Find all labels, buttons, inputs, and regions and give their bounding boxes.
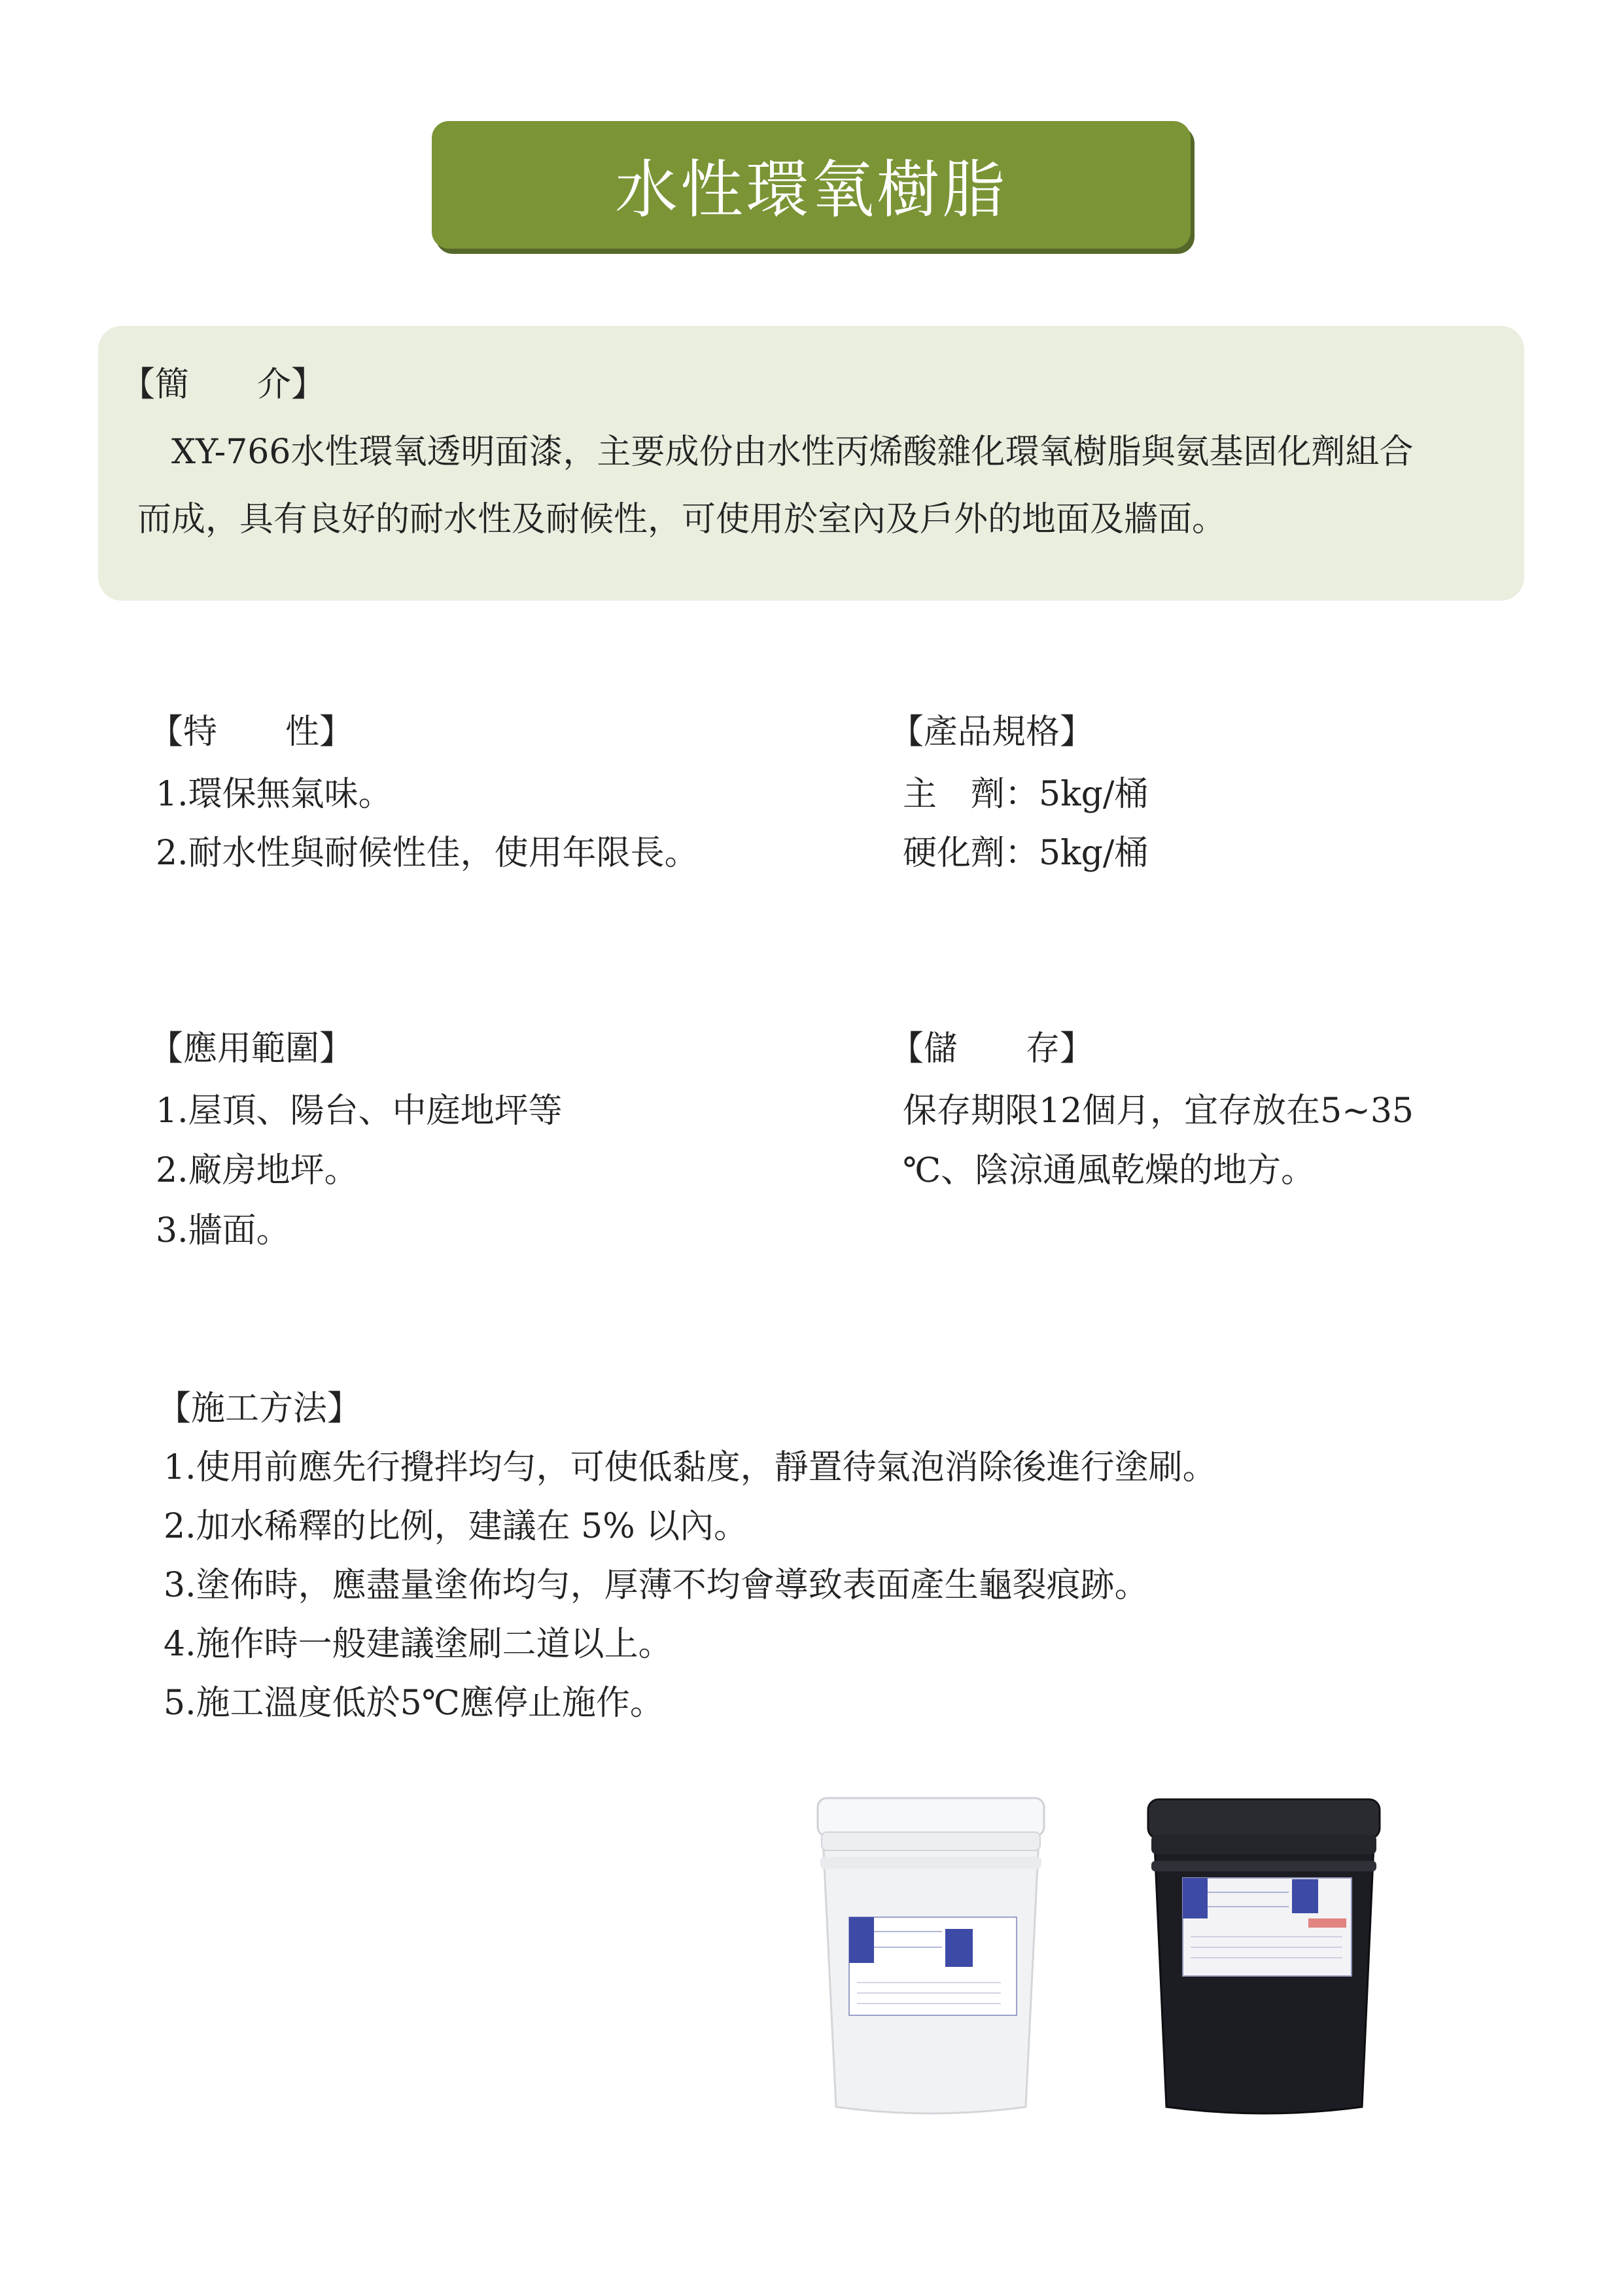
black-bucket-image [1148,1799,1380,2113]
method-item-4: 4.施作時一般建議塗刷二道以上。 [164,1625,672,1664]
method-heading: 【施工方法】 [157,1389,362,1428]
features-item-1: 1.環保無氣味。 [156,775,393,814]
applications-item-1: 1.屋頂、陽台、中庭地坪等 [156,1091,563,1131]
features-item-2: 2.耐水性與耐候性佳，使用年限長。 [156,834,699,873]
method-item-1: 1.使用前應先行攪拌均勻，可使低黏度，靜置待氣泡消除後進行塗刷。 [164,1448,1217,1487]
storage-line-2: ℃、陰涼通風乾燥的地方。 [903,1151,1316,1190]
storage-heading: 【儲 存】 [890,1029,1094,1069]
applications-item-3: 3.牆面。 [156,1211,290,1250]
intro-line-2: 而成，具有良好的耐水性及耐候性，可使用於室內及戶外的地面及牆面。 [137,500,1227,539]
features-heading: 【特 性】 [149,713,354,752]
white-bucket-image [818,1798,1044,2113]
applications-item-2: 2.廠房地坪。 [156,1151,358,1190]
product-buckets-photo [811,1780,1465,2120]
applications-heading: 【應用範圍】 [149,1029,354,1069]
specs-heading: 【產品規格】 [890,713,1094,752]
method-item-5: 5.施工溫度低於5℃應停止施作。 [164,1684,664,1723]
method-item-2: 2.加水稀釋的比例，建議在 5% 以內。 [164,1507,748,1546]
specs-item-1: 主 劑：5kg/桶 [903,775,1149,814]
specs-item-2: 硬化劑：5kg/桶 [903,834,1149,873]
title-banner [432,121,1191,249]
page-title: 水性環氧樹脂 [615,153,1007,226]
intro-line-1: XY-766水性環氧透明面漆，主要成份由水性丙烯酸雜化環氧樹脂與氨基固化劑組合 [171,433,1414,472]
intro-heading: 【簡 介】 [121,365,326,404]
method-item-3: 3.塗佈時，應盡量塗佈均勻，厚薄不均會導致表面產生龜裂痕跡。 [164,1566,1149,1605]
storage-line-1: 保存期限12個月，宜存放在5~35 [903,1091,1414,1131]
